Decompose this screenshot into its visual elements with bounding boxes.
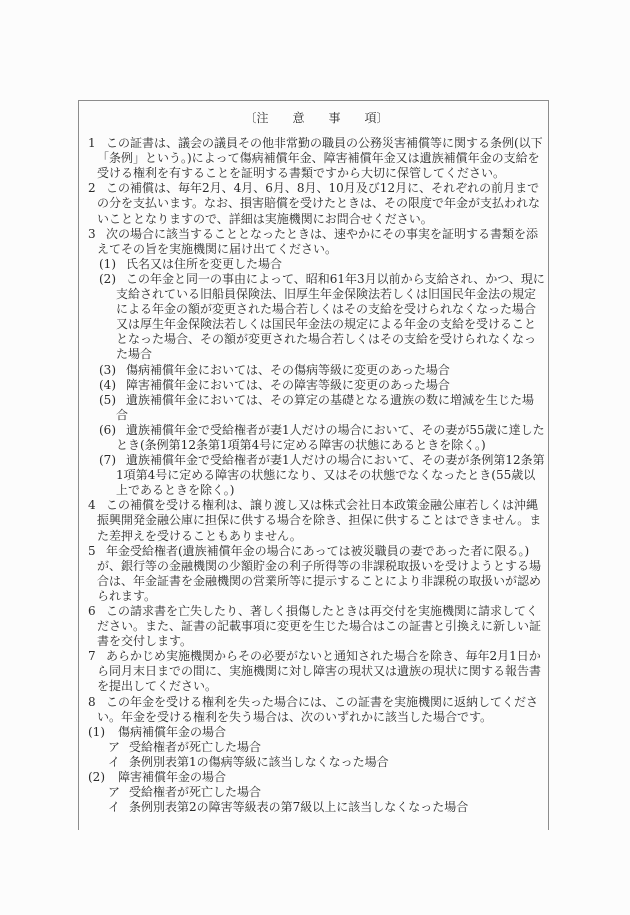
note-subitem-3-2: [88, 272, 545, 363]
subitem-number: (5): [99, 392, 116, 407]
item-text: この補償は、毎年2月、4月、6月、8月、10月及び12月に、それぞれの前月までの分を支払います。なお、損害賠償を受けたときは、その限度で年金が支払われないこととなりますので、詳細は実施機関にお問合せください。: [97, 181, 541, 226]
item-text: あらかじめ実施機関からその必要がないと通知された場合を除き、毎年2月1日から同月末日までの間に、実施機関に対し障害の現状又は遺族の現状に関する報告書を提出してください。: [97, 649, 542, 694]
subitem-text: 傷病補償年金においては、その傷病等級に変更のあった場合: [126, 362, 450, 377]
note-item-8: [88, 695, 545, 725]
note-subitem-3-7: [88, 453, 545, 498]
note-subsubitem-8-2-a: [88, 785, 545, 800]
item-number: 6: [88, 604, 96, 618]
note-item-2: [88, 181, 545, 226]
subsubitem-number: ア: [108, 739, 121, 754]
subsubitem-number: イ: [108, 754, 121, 769]
note-subitem-8-1: [88, 725, 545, 740]
item-text: 年金受給権者(遺族補償年金の場合にあっては被災職員の妻であった者に限る。)が、銀行等の金融機関の少額貯金の利子所得等の非課税取扱いを受けようとする場合は、年金証書を金融機関の営業所等に提示することにより非課税の取扱いが認められます。: [97, 543, 542, 603]
subitem-number: (3): [99, 362, 116, 377]
subitem-text: 障害補償年金の場合: [118, 770, 227, 785]
note-item-5: [88, 544, 545, 604]
subitem-number: (2): [88, 770, 105, 785]
subitem-text: 障害補償年金においては、その障害等級に変更のあった場合: [126, 377, 450, 392]
note-subsubitem-8-1-b: [88, 755, 545, 770]
subitem-number: (2): [99, 271, 116, 286]
item-text: この請求書を亡失したり、著しく損傷したときは再交付を実施機関に請求してください。また、証書の記載事項に変更を生じた場合はこの証書と引換えに新しい証書を交付します。: [97, 604, 542, 649]
note-item-1: [88, 136, 545, 181]
subitem-number: (1): [99, 256, 116, 271]
item-number: 3: [88, 226, 96, 241]
note-subitem-3-3: [88, 363, 545, 378]
note-subitem-3-1: [88, 257, 545, 272]
subitem-text: 遺族補償年金で受給権者が妻1人だけの場合において、その妻が55歳に達したとき(条例第12条第1項第4号に定める障害の状態にあるときを除く。): [116, 422, 545, 452]
note-item-7: [88, 649, 545, 694]
item-number: 1: [88, 136, 96, 151]
subsubitem-number: ア: [108, 785, 121, 800]
subitem-number: (7): [99, 453, 116, 468]
subitem-number: (1): [88, 724, 105, 739]
subsubitem-text: 条例別表第2の障害等級表の第7級以上に該当しなくなった場合: [129, 800, 469, 815]
note-subsubitem-8-2-b: [88, 800, 545, 815]
note-item-6: [88, 604, 545, 649]
item-number: 5: [88, 543, 96, 558]
notice-box: [78, 100, 549, 830]
subitem-text: 遺族補償年金で受給権者が妻1人だけの場合において、その妻が条例第12条第1項第4号に定める障害の状態になり、又はその状態でなくなったとき(55歳以上であるときを除く。): [116, 453, 545, 498]
note-subitem-3-4: [88, 378, 545, 393]
subsubitem-number: イ: [108, 800, 121, 815]
notice-title: 〔注 意 事 項〕: [244, 111, 389, 125]
item-number: 4: [88, 498, 96, 513]
item-text: この補償を受ける権利は、譲り渡し又は株式会社日本政策金融公庫若しくは沖縄振興開発金融公庫に担保に供する場合を除き、担保に供することはできません。また差押えを受けることもありません。: [97, 498, 542, 543]
subitem-number: (6): [99, 422, 116, 437]
subsubitem-text: 条例別表第1の傷病等級に該当しなくなった場合: [129, 754, 389, 769]
note-subitem-8-2: [88, 770, 545, 785]
item-number: 8: [88, 694, 96, 709]
note-item-4: [88, 498, 545, 543]
item-number: 7: [88, 649, 96, 664]
note-subitem-3-6: [88, 423, 545, 453]
note-item-3: [88, 227, 545, 257]
subitem-text: 遺族補償年金においては、その算定の基礎となる遺族の数に増減を生じた場合: [116, 392, 535, 422]
subitem-text: この年金と同一の事由によって、昭和61年3月以前から支給され、かつ、現に支給されている旧船員保険法、旧厚生年金保険法若しくは旧国民年金法の規定による年金の額が変更された場合若しくはその支給を受けられなくなった場合又は厚生年金保険法若しくは国民年金法の規定による年金の支給を受けることとなった場合、その額が変更された場合若しくはその支給を受けられなくなった場合: [116, 271, 545, 362]
item-text: この証書は、議会の議員その他非常勤の職員の公務災害補償等に関する条例(以下「条例」という。)によって傷病補償年金、障害補償年金又は遺族補償年金の支給を受ける権利を有することを証明する書類ですから大切に保管してください。: [97, 136, 543, 181]
subsubitem-text: 受給権者が死亡した場合: [129, 785, 262, 800]
subitem-number: (4): [99, 377, 116, 392]
subitem-text: 氏名又は住所を変更した場合: [126, 256, 283, 271]
item-number: 2: [88, 181, 96, 196]
note-subitem-3-5: [88, 393, 545, 423]
note-subsubitem-8-1-a: [88, 740, 545, 755]
subsubitem-text: 受給権者が死亡した場合: [129, 739, 262, 754]
item-text: この年金を受ける権利を失った場合には、この証書を実施機関に返納してください。年金を受ける権利を失う場合は、次のいずれかに該当した場合です。: [97, 694, 539, 724]
item-text: 次の場合に該当することとなったときは、速やかにその事実を証明する書類を添えてその旨を実施機関に届け出てください。: [97, 226, 539, 256]
subitem-text: 傷病補償年金の場合: [118, 724, 227, 739]
